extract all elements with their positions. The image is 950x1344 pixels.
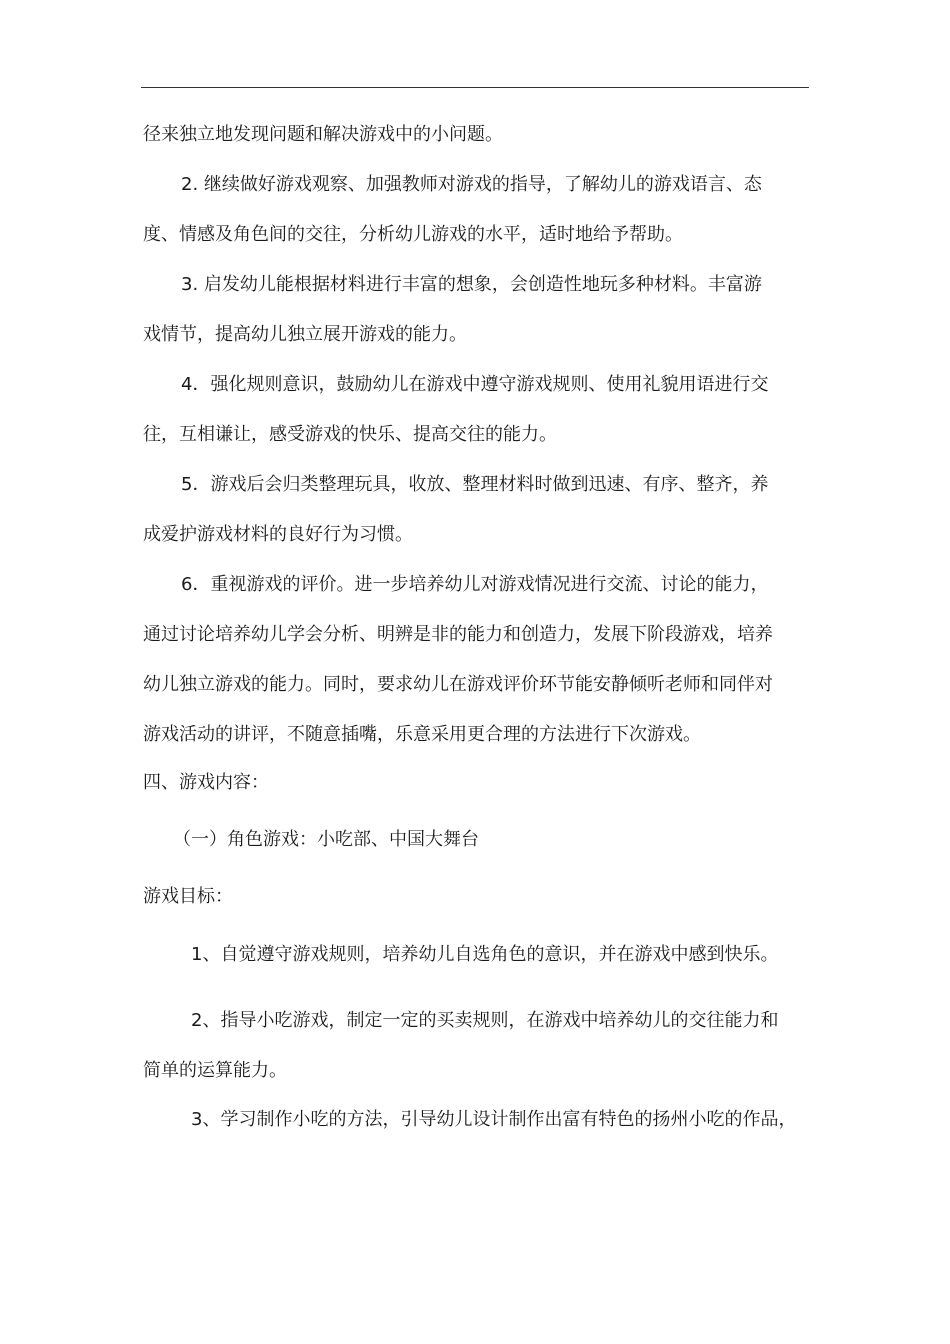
text-line: 成爱护游戏材料的良好行为习惯。 bbox=[143, 524, 413, 545]
text-line: 6．重视游戏的评价。进一步培养幼儿对游戏情况进行交流、讨论的能力， bbox=[181, 574, 769, 595]
text-line: 戏情节，提高幼儿独立展开游戏的能力。 bbox=[143, 324, 467, 345]
goal-item-1 bbox=[143, 930, 811, 980]
text-line: 3、学习制作小吃的方法，引导幼儿设计制作出富有特色的扬州小吃的作品， bbox=[191, 1109, 797, 1130]
goal-item-2 bbox=[143, 996, 811, 1096]
header-rule bbox=[141, 87, 809, 88]
paragraph-item-6 bbox=[143, 560, 811, 760]
paragraph-continuation bbox=[143, 110, 811, 160]
text-line: 游戏活动的讲评，不随意插嘴，乐意采用更合理的方法进行下次游戏。 bbox=[143, 724, 701, 745]
text-line: 简单的运算能力。 bbox=[143, 1060, 287, 1081]
text-line: 四、游戏内容： bbox=[143, 772, 269, 793]
paragraph-item-5 bbox=[143, 460, 811, 560]
text-line: 1、自觉遵守游戏规则，培养幼儿自选角色的意识，并在游戏中感到快乐。 bbox=[191, 944, 779, 965]
text-line: 径来独立地发现问题和解决游戏中的小问题。 bbox=[143, 124, 503, 145]
paragraph-item-3 bbox=[143, 260, 811, 360]
text-line: 2. 继续做好游戏观察、加强教师对游戏的指导，了解幼儿的游戏语言、态 bbox=[181, 174, 762, 195]
text-line: 游戏目标： bbox=[143, 886, 233, 907]
goal-item-3 bbox=[143, 1095, 811, 1145]
text-line: 3. 启发幼儿能根据材料进行丰富的想象，会创造性地玩多种材料。丰富游 bbox=[181, 274, 762, 295]
subsection-heading-role-game bbox=[143, 815, 811, 865]
goal-heading bbox=[143, 872, 811, 922]
text-line: 幼儿独立游戏的能力。同时，要求幼儿在游戏评价环节能安静倾听老师和同伴对 bbox=[143, 674, 773, 695]
text-line: 往，互相谦让，感受游戏的快乐、提高交往的能力。 bbox=[143, 424, 557, 445]
text-line: 通过讨论培养幼儿学会分析、明辨是非的能力和创造力，发展下阶段游戏，培养 bbox=[143, 624, 773, 645]
text-line: 5．游戏后会归类整理玩具，收放、整理材料时做到迅速、有序、整齐，养 bbox=[181, 474, 769, 495]
paragraph-item-2 bbox=[143, 160, 811, 260]
text-line: 度、情感及角色间的交往，分析幼儿游戏的水平，适时地给予帮助。 bbox=[143, 224, 683, 245]
text-line: （一）角色游戏：小吃部、中国大舞台 bbox=[173, 829, 479, 850]
text-line: 2、指导小吃游戏，制定一定的买卖规则，在游戏中培养幼儿的交往能力和 bbox=[191, 1010, 779, 1031]
paragraph-item-4 bbox=[143, 360, 811, 460]
text-line: 4．强化规则意识，鼓励幼儿在游戏中遵守游戏规则、使用礼貌用语进行交 bbox=[181, 374, 769, 395]
section-heading-4 bbox=[143, 758, 811, 808]
